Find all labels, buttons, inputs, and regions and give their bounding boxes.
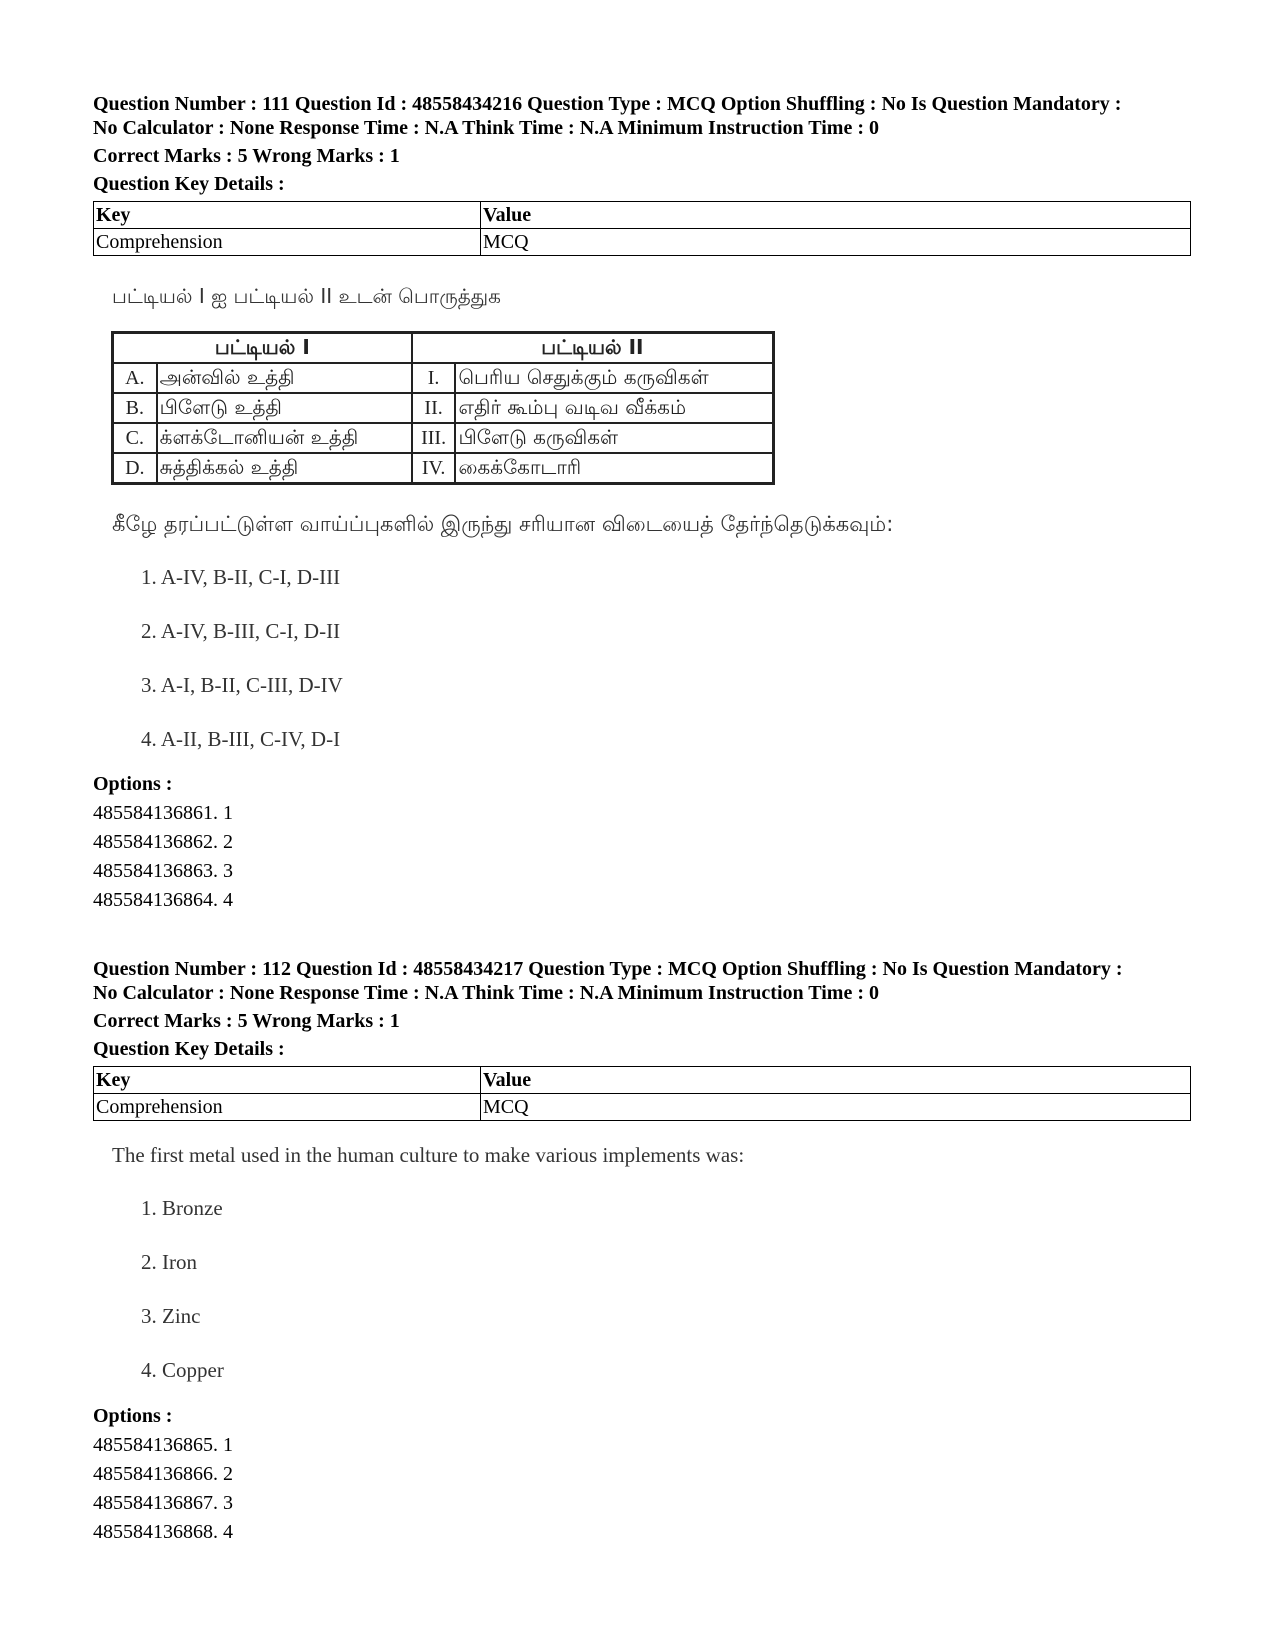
key-details-label: Question Key Details : (93, 173, 285, 195)
table-cell-key: Comprehension (94, 1094, 481, 1121)
match-numeral: I. (412, 363, 456, 393)
choice-item: 4. Copper (141, 1358, 224, 1382)
option-line: 485584136864. 4 (93, 889, 233, 911)
match-letter: A. (113, 363, 157, 393)
options-label: Options : (93, 1405, 173, 1427)
match-numeral: III. (412, 423, 456, 453)
key-details-label: Question Key Details : (93, 1038, 285, 1060)
question-112-header (93, 957, 1191, 1121)
table-row (94, 229, 1191, 256)
option-line: 485584136866. 2 (93, 1463, 233, 1485)
match-item: க்ளக்டோனியன் உத்தி (157, 423, 412, 453)
marks-line: Correct Marks : 5 Wrong Marks : 1 (93, 1010, 400, 1032)
option-line: 485584136862. 2 (93, 831, 233, 853)
question-meta-line1: Question Number : 111 Question Id : 48558434216 Question Type : MCQ Option Shuffling : No Is Question Mandatory : (93, 93, 1122, 115)
table-header-key: Key (94, 1067, 481, 1094)
table-row (113, 393, 774, 423)
table-header-key: Key (94, 202, 481, 229)
table-cell-value: MCQ (481, 1094, 1191, 1121)
table-cell-value: MCQ (481, 229, 1191, 256)
match-item: எதிர் கூம்பு வடிவ வீக்கம் (455, 393, 773, 423)
match-numeral: II. (412, 393, 456, 423)
option-line: 485584136861. 1 (93, 802, 233, 824)
option-line: 485584136865. 1 (93, 1434, 233, 1456)
table-row (94, 1067, 1191, 1094)
choice-item: 4. A-II, B-III, C-IV, D-I (141, 727, 341, 751)
match-letter: D. (113, 453, 157, 484)
question-meta-line2: No Calculator : None Response Time : N.A Think Time : N.A Minimum Instruction Time : 0 (93, 982, 879, 1004)
table-header-value: Value (481, 1067, 1191, 1094)
table-row (94, 202, 1191, 229)
table-row (113, 333, 774, 364)
match-letter: C. (113, 423, 157, 453)
match-numeral: IV. (412, 453, 456, 484)
options-label: Options : (93, 773, 173, 795)
match-item: பெரிய செதுக்கும் கருவிகள் (455, 363, 773, 393)
table-header-value: Value (481, 202, 1191, 229)
choice-item: 2. Iron (141, 1250, 197, 1274)
match-item: அன்வில் உத்தி (157, 363, 412, 393)
key-details-table (93, 1066, 1191, 1121)
question-meta-line1: Question Number : 112 Question Id : 48558434217 Question Type : MCQ Option Shuffling : No Is Question Mandatory : (93, 958, 1123, 980)
match-table (111, 331, 775, 485)
choice-item: 3. A-I, B-II, C-III, D-IV (141, 673, 343, 697)
option-line: 485584136868. 4 (93, 1521, 233, 1543)
marks-line: Correct Marks : 5 Wrong Marks : 1 (93, 145, 400, 167)
option-line: 485584136867. 3 (93, 1492, 233, 1514)
key-details-table (93, 201, 1191, 256)
match-item: கைக்கோடாரி (455, 453, 773, 484)
match-col1-header: பட்டியல் I (113, 333, 412, 364)
match-item: சுத்திக்கல் உத்தி (157, 453, 412, 484)
choice-item: 2. A-IV, B-III, C-I, D-II (141, 619, 341, 643)
question-prompt: கீழே தரப்பட்டுள்ள வாய்ப்புகளில் இருந்து சரியான விடையைத் தேர்ந்தெடுக்கவும்: (112, 512, 894, 536)
table-row (113, 423, 774, 453)
question-111-header (93, 92, 1191, 256)
choice-item: 1. Bronze (141, 1196, 223, 1220)
option-line: 485584136863. 3 (93, 860, 233, 882)
table-row (113, 453, 774, 484)
match-item: பிளேடு கருவிகள் (455, 423, 773, 453)
question-meta-line2: No Calculator : None Response Time : N.A Think Time : N.A Minimum Instruction Time : 0 (93, 117, 879, 139)
match-instruction: பட்டியல் I ஐ பட்டியல் II உடன் பொருத்துக (112, 284, 501, 308)
match-item: பிளேடு உத்தி (157, 393, 412, 423)
match-letter: B. (113, 393, 157, 423)
question-text: The first metal used in the human culture to make various implements was: (112, 1143, 745, 1167)
choice-item: 1. A-IV, B-II, C-I, D-III (141, 565, 341, 589)
match-col2-header: பட்டியல் II (412, 333, 774, 364)
table-row (94, 1094, 1191, 1121)
table-row (113, 363, 774, 393)
choice-item: 3. Zinc (141, 1304, 201, 1328)
table-cell-key: Comprehension (94, 229, 481, 256)
